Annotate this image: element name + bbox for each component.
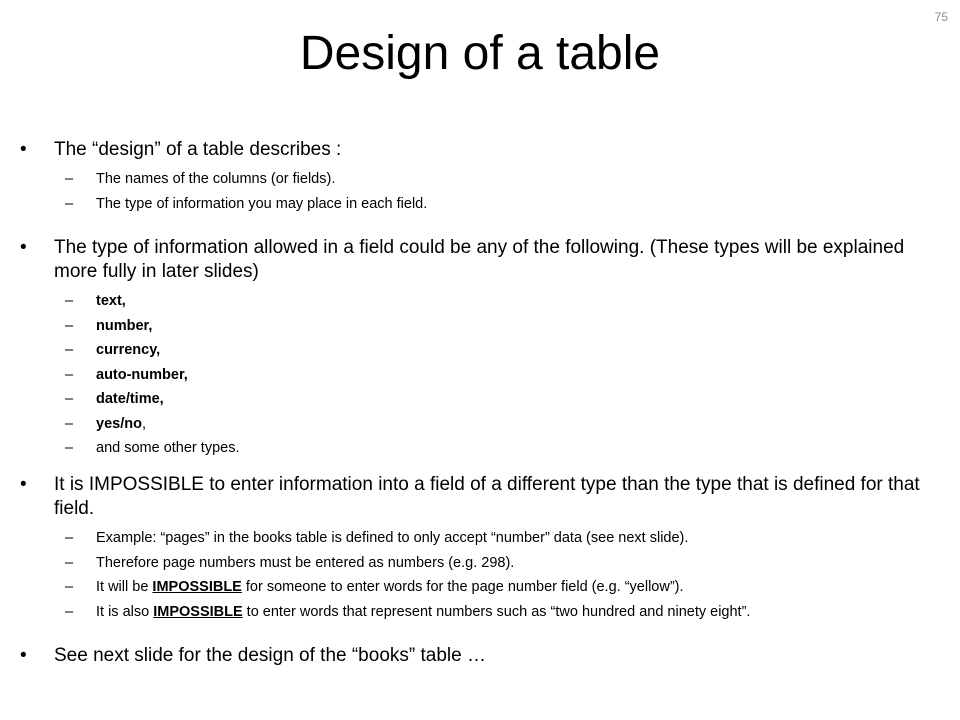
dash-marker: – bbox=[65, 293, 74, 310]
sub-item bbox=[20, 167, 950, 192]
sub-item-text: It is also bbox=[96, 603, 154, 620]
dash-marker: – bbox=[65, 530, 74, 547]
type-other: and some other types. bbox=[96, 440, 240, 457]
type-yes-no-comma: , bbox=[141, 415, 146, 432]
sublist-design bbox=[20, 167, 950, 216]
type-date-time: date/time, bbox=[96, 391, 164, 408]
sub-item-text: to enter words that represent numbers such as “two hundred and ninety eight”. bbox=[242, 603, 751, 620]
type-number: number, bbox=[96, 317, 153, 334]
dash-marker: – bbox=[65, 415, 74, 432]
sub-item bbox=[20, 412, 950, 437]
bullet-see-next-slide: • See next slide for the design of the “books” table … bbox=[20, 644, 950, 668]
slide-number: 75 bbox=[934, 10, 948, 24]
sublist-field-types bbox=[20, 289, 950, 461]
dash-marker: – bbox=[65, 195, 74, 212]
bullet-impossible-rule: • It is IMPOSSIBLE to enter information into a field of a different type than the type that is defined for that field. bbox=[20, 473, 950, 521]
dash-marker: – bbox=[65, 366, 74, 383]
dash-marker: – bbox=[65, 391, 74, 408]
sub-item bbox=[20, 338, 950, 363]
sub-item bbox=[20, 387, 950, 412]
sub-item bbox=[20, 192, 950, 217]
sub-item bbox=[20, 575, 950, 600]
type-yes-no: yes/no bbox=[96, 415, 142, 432]
slide-title: Design of a table bbox=[299, 27, 661, 80]
sub-item bbox=[20, 551, 950, 576]
dash-marker: – bbox=[65, 317, 74, 334]
sub-item-text: for someone to enter words for the page number field (e.g. “yellow”). bbox=[241, 579, 684, 596]
dash-marker: – bbox=[65, 342, 74, 359]
sub-item bbox=[20, 600, 950, 625]
sub-item-text: Therefore page numbers must be entered as numbers (e.g. 298). bbox=[96, 554, 515, 571]
type-text: text, bbox=[96, 293, 126, 310]
dash-marker: – bbox=[65, 579, 74, 596]
sub-item-text: The type of information you may place in each field. bbox=[96, 195, 428, 212]
dash-marker: – bbox=[65, 603, 74, 620]
sub-item-text: The names of the columns (or fields). bbox=[96, 171, 336, 188]
sub-item bbox=[20, 436, 950, 461]
sub-item-text: It will be bbox=[96, 579, 153, 596]
type-currency: currency, bbox=[96, 342, 161, 359]
bullet-field-types: • The type of information allowed in a field could be any of the following. (These types will be explained more fully in later slides) bbox=[20, 236, 950, 284]
type-auto-number: auto-number, bbox=[96, 366, 188, 383]
dash-marker: – bbox=[65, 554, 74, 571]
impossible-emphasis: IMPOSSIBLE bbox=[153, 603, 243, 620]
sub-item bbox=[20, 363, 950, 388]
dash-marker: – bbox=[65, 171, 74, 188]
impossible-emphasis: IMPOSSIBLE bbox=[152, 579, 242, 596]
sub-item-text: Example: “pages” in the books table is defined to only accept “number” data (see next slide). bbox=[96, 530, 689, 547]
slide-content bbox=[20, 138, 950, 668]
sub-item bbox=[20, 314, 950, 339]
dash-marker: – bbox=[65, 440, 74, 457]
sublist-impossible bbox=[20, 526, 950, 624]
sub-item bbox=[20, 289, 950, 314]
sub-item bbox=[20, 526, 950, 551]
bullet-design-describes: • The “design” of a table describes : bbox=[20, 138, 950, 162]
